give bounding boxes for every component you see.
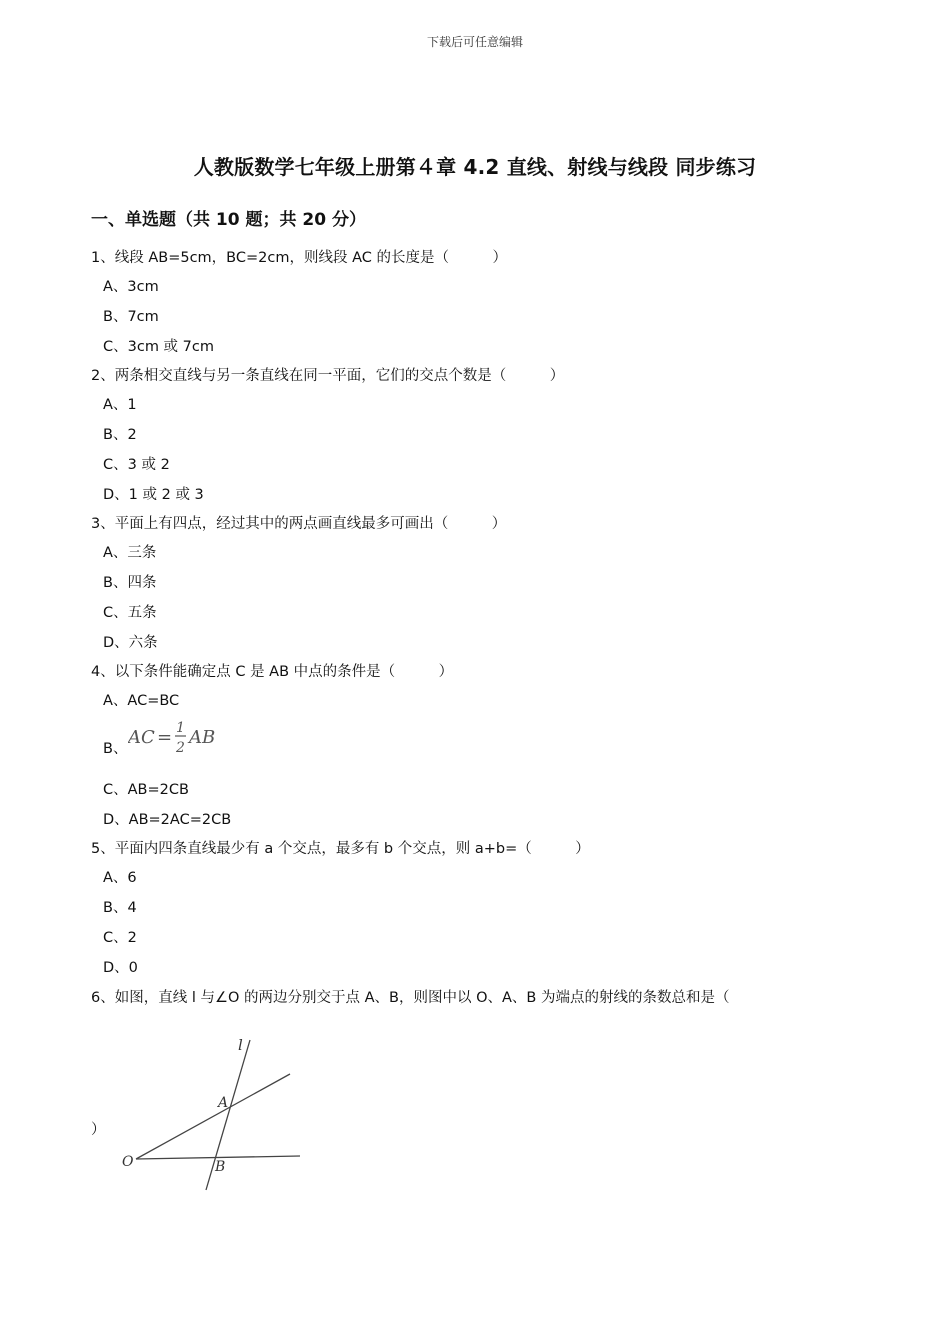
formula-equals: = [157, 727, 173, 748]
question-5-option-d: D、0 [103, 960, 138, 976]
question-4-stem: 4、以下条件能确定点 C 是 AB 中点的条件是（ ） [91, 664, 454, 680]
document-title: 人教版数学七年级上册第４章 4.2 直线、射线与线段 同步练习 [193, 155, 757, 179]
question-5-stem: 5、平面内四条直线最少有 a 个交点，最多有 b 个交点，则 a+b=（ ） [91, 841, 590, 857]
question-3-option-b: B、四条 [103, 575, 157, 591]
question-3-option-a: A、三条 [103, 545, 157, 561]
question-6-close-paren: ） [91, 1122, 106, 1138]
question-4-option-a: A、AC=BC [103, 693, 180, 709]
header-note: 下载后可任意编辑 [426, 35, 523, 49]
question-1-stem: 1、线段 AB=5cm，BC=2cm，则线段 AC 的长度是（ ） [91, 250, 507, 266]
question-1-option-b: B、7cm [103, 309, 159, 325]
label-o: O [122, 1154, 134, 1170]
section-heading: 一、单选题（共 10 题；共 20 分） [91, 210, 366, 230]
question-3-option-d: D、六条 [103, 635, 158, 651]
formula-numerator: 1 [176, 720, 185, 736]
formula-lhs: AC [128, 727, 155, 748]
question-1-option-a: A、3cm [103, 279, 159, 295]
formula-denominator: 2 [176, 740, 185, 756]
fraction-formula [128, 716, 223, 756]
question-2-option-d: D、1 或 2 或 3 [103, 487, 204, 503]
question-5-option-a: A、6 [103, 870, 137, 886]
question-2-option-b: B、2 [103, 427, 137, 443]
question-3-option-c: C、五条 [103, 605, 157, 621]
question-5-option-c: C、2 [103, 930, 137, 946]
geometry-figure [110, 1032, 310, 1197]
line-l [206, 1040, 250, 1190]
question-6-stem: 6、如图，直线 l 与∠O 的两边分别交于点 A、B，则图中以 O、A、B 为端点的射线的条数总和是（ [91, 990, 730, 1006]
question-4-option-d: D、AB=2AC=2CB [103, 812, 232, 828]
question-2-option-c: C、3 或 2 [103, 457, 170, 473]
question-4-option-b: B、 [103, 741, 128, 757]
question-2-stem: 2、两条相交直线与另一条直线在同一平面，它们的交点个数是（ ） [91, 368, 565, 384]
ray-oa [136, 1074, 290, 1159]
formula-rhs: AB [189, 727, 216, 748]
question-1-option-c: C、3cm 或 7cm [103, 339, 214, 355]
label-a: A [218, 1095, 229, 1111]
question-5-option-b: B、4 [103, 900, 137, 916]
label-l: l [238, 1036, 243, 1054]
question-2-option-a: A、1 [103, 397, 137, 413]
label-b: B [215, 1159, 226, 1175]
question-3-stem: 3、平面上有四点，经过其中的两点画直线最多可画出（ ） [91, 516, 507, 532]
question-4-option-c: C、AB=2CB [103, 782, 189, 798]
